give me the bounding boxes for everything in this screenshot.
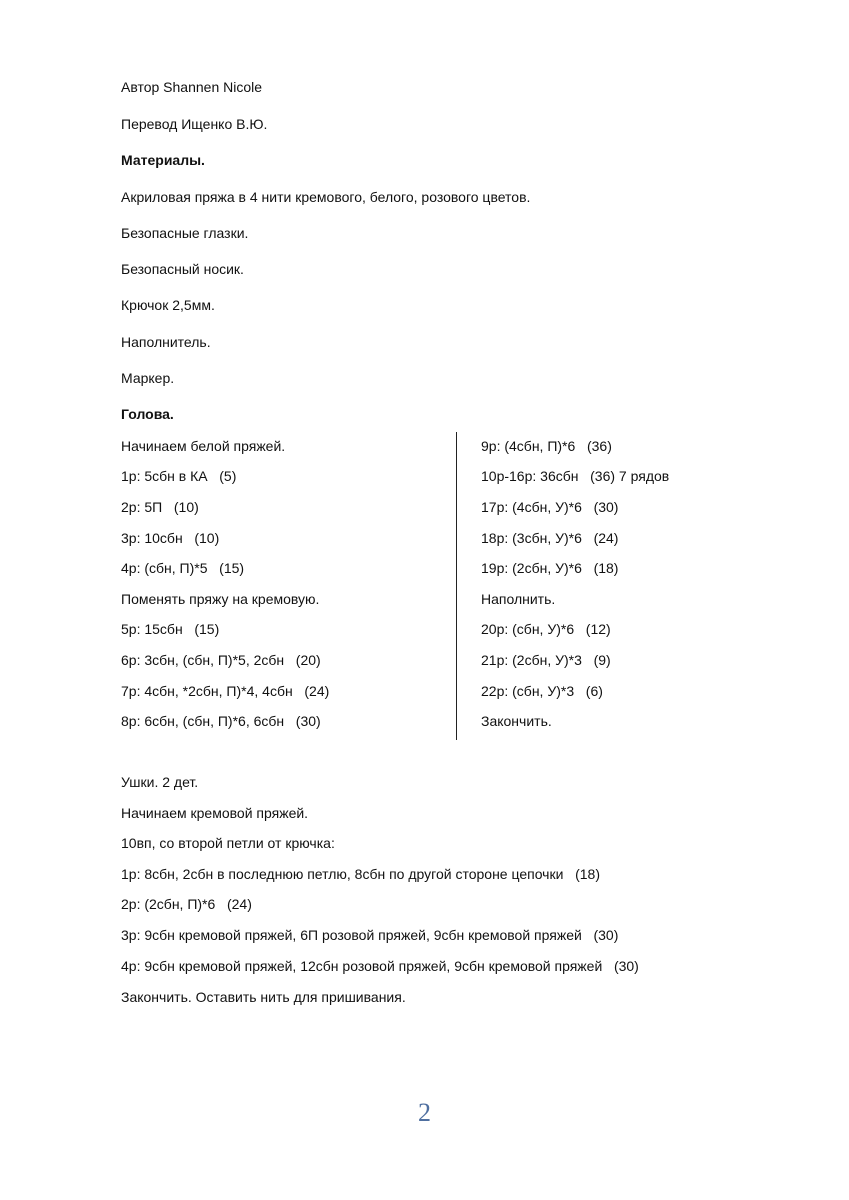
head-right-row: 20р: (сбн, У)*6 (12) [481,621,611,637]
head-right-row: 21р: (2сбн, У)*3 (9) [481,652,611,668]
head-left-row: 3р: 10сбн (10) [121,530,220,546]
head-heading: Голова. [121,406,174,422]
head-right-row: 9р: (4сбн, П)*6 (36) [481,438,612,454]
head-right-row: 18р: (3сбн, У)*6 (24) [481,530,619,546]
head-left-row: 8р: 6сбн, (сбн, П)*6, 6сбн (30) [121,713,321,729]
head-right-row: Закончить. [481,713,552,729]
head-right-row: Наполнить. [481,591,556,607]
head-right-row: 10р-16р: 36сбн (36) 7 рядов [481,468,670,484]
ears-row: Закончить. Оставить нить для пришивания. [121,989,406,1005]
translation-line: Перевод Ищенко В.Ю. [121,116,268,132]
head-right-row: 17р: (4сбн, У)*6 (30) [481,499,619,515]
head-left-row: 4р: (сбн, П)*5 (15) [121,560,245,576]
head-left-row: 6р: 3сбн, (сбн, П)*5, 2сбн (20) [121,652,321,668]
head-right-row: 22р: (сбн, У)*3 (6) [481,683,603,699]
ears-row: 4р: 9сбн кремовой пряжей, 12сбн розовой пряжей, 9сбн кремовой пряжей (30) [121,958,639,974]
head-left-row: 5р: 15сбн (15) [121,621,220,637]
head-right-row: 19р: (2сбн, У)*6 (18) [481,560,619,576]
ears-row: 1р: 8сбн, 2сбн в последнюю петлю, 8сбн по другой стороне цепочки (18) [121,866,600,882]
ears-heading: Ушки. 2 дет. [121,774,199,790]
ears-row: 3р: 9сбн кремовой пряжей, 6П розовой пряжей, 9сбн кремовой пряжей (30) [121,927,619,943]
page-number: 2 [418,1098,431,1127]
materials-heading: Материалы. [121,152,205,168]
head-left-row: 2р: 5П (10) [121,499,199,515]
ears-row: Начинаем кремовой пряжей. [121,805,309,821]
ears-row: 2р: (2сбн, П)*6 (24) [121,896,252,912]
materials-item: Наполнитель. [121,334,211,350]
materials-item: Крючок 2,5мм. [121,297,215,313]
head-left-row: 7р: 4сбн, *2сбн, П)*4, 4сбн (24) [121,683,330,699]
materials-item: Акриловая пряжа в 4 нити кремового, белого, розового цветов. [121,189,531,205]
ears-row: 10вп, со второй петли от крючка: [121,835,335,851]
materials-item: Маркер. [121,370,175,386]
head-left-row: Начинаем белой пряжей. [121,438,286,454]
head-left-row: Поменять пряжу на кремовую. [121,591,320,607]
column-divider [456,432,457,740]
head-left-row: 1р: 5сбн в КА (5) [121,468,237,484]
author-line: Автор Shannen Nicole [121,79,263,95]
materials-item: Безопасные глазки. [121,225,249,241]
materials-item: Безопасный носик. [121,261,244,277]
